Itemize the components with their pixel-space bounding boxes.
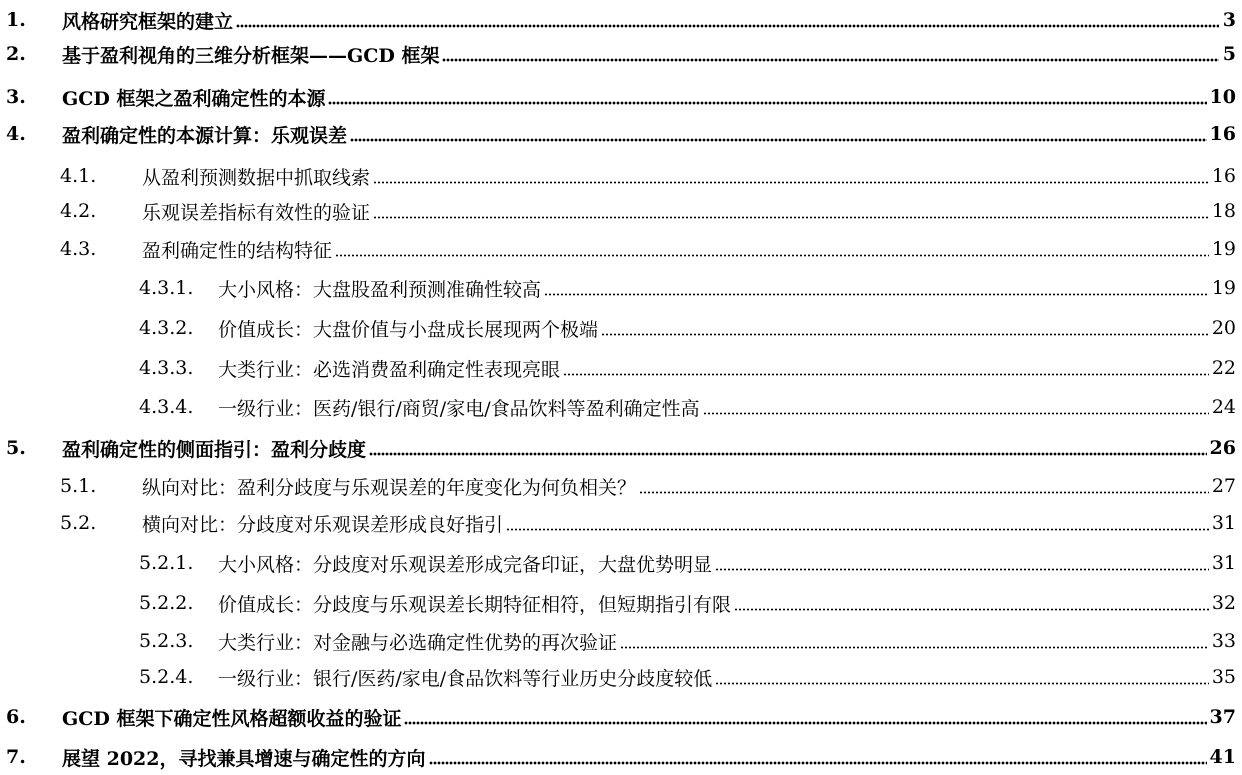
toc-entry-body (218, 660, 1236, 694)
toc-dot-leader (350, 133, 1207, 147)
toc-entry-page: 16 (1209, 123, 1236, 145)
toc-dot-leader (506, 522, 1209, 536)
toc-dot-leader (404, 716, 1206, 730)
toc-entry[interactable] (0, 586, 1242, 620)
toc-dot-leader (335, 248, 1209, 262)
toc-dot-leader (373, 210, 1209, 224)
toc-entry-title: GCD 框架之盈利确定性的本源 (62, 87, 326, 110)
toc-entry-title: 展望 2022，寻找兼具增速与确定性的方向 (62, 747, 426, 770)
toc-entry-page: 31 (1211, 552, 1236, 574)
toc-entry-title: 大类行业：对金融与必选确定性优势的再次验证 (218, 631, 618, 654)
toc-entry[interactable] (0, 546, 1242, 580)
toc-dot-leader (734, 602, 1209, 616)
toc-dot-leader (544, 287, 1209, 301)
toc-entry[interactable] (0, 624, 1242, 658)
toc-entry-number: 4.3.4. (139, 396, 194, 418)
toc-entry-number: 6. (6, 706, 26, 728)
toc-dot-leader (601, 327, 1209, 341)
toc-entry-body (218, 311, 1236, 345)
toc-entry-page: 41 (1209, 746, 1236, 768)
toc-dot-leader (715, 562, 1209, 576)
toc-entry-page: 3 (1222, 9, 1236, 31)
toc-entry-title: 大类行业：必选消费盈利确定性表现亮眼 (218, 358, 561, 381)
toc-entry[interactable] (0, 311, 1242, 345)
toc-entry[interactable] (0, 117, 1242, 151)
toc-entry-body (218, 390, 1236, 424)
toc-entry[interactable] (0, 37, 1242, 71)
toc-dot-leader (236, 19, 1219, 33)
toc-entry-body (218, 586, 1236, 620)
toc-entry-number: 5.1. (60, 475, 97, 497)
toc-entry[interactable] (0, 80, 1242, 114)
toc-entry-page: 19 (1211, 238, 1236, 260)
toc-entry-number: 4.3.1. (139, 277, 194, 299)
toc-entry-number: 5.2.2. (139, 592, 194, 614)
toc-dot-leader (563, 367, 1209, 381)
toc-entry-page: 32 (1211, 592, 1236, 614)
toc-entry-number: 1. (6, 9, 26, 31)
toc-entry[interactable] (0, 159, 1242, 193)
toc-entry-title: GCD 框架下确定性风格超额收益的验证 (62, 707, 402, 730)
toc-entry-number: 5.2. (60, 512, 97, 534)
toc-entry-body (218, 271, 1236, 305)
toc-entry-title: 价值成长：大盘价值与小盘成长展现两个极端 (218, 318, 599, 341)
toc-entry-page: 18 (1211, 200, 1236, 222)
toc-entry-body (142, 506, 1236, 540)
toc-dot-leader (620, 640, 1209, 654)
toc-entry-page: 22 (1211, 357, 1236, 379)
toc-entry-title: 盈利确定性的结构特征 (142, 239, 333, 262)
toc-entry[interactable] (0, 700, 1242, 734)
toc-entry-number: 4.3.3. (139, 357, 194, 379)
toc-dot-leader (328, 96, 1206, 110)
toc-entry-body (142, 232, 1236, 266)
toc-entry-title: 价值成长：分歧度与乐观误差长期特征相符，但短期指引有限 (218, 593, 732, 616)
toc-entry-number: 5. (6, 437, 26, 459)
toc-entry-number: 5.2.1. (139, 552, 194, 574)
toc-dot-leader (429, 756, 1207, 770)
toc-entry-number: 3. (6, 86, 26, 108)
toc-entry-number: 5.2.4. (139, 666, 194, 688)
toc-entry-title: 横向对比：分歧度对乐观误差形成良好指引 (142, 513, 504, 536)
toc-dot-leader (373, 175, 1209, 189)
toc-entry-body (62, 37, 1236, 71)
toc-entry-title: 盈利确定性的本源计算：乐观误差 (62, 124, 348, 147)
toc-entry-title: 乐观误差指标有效性的验证 (142, 201, 371, 224)
toc-dot-leader (639, 485, 1209, 499)
toc-entry-page: 20 (1211, 317, 1236, 339)
toc-entry-body (142, 469, 1236, 503)
toc-entry-page: 19 (1211, 277, 1236, 299)
toc-entry-number: 7. (6, 746, 26, 768)
toc-entry-body (218, 351, 1236, 385)
toc-entry-page: 24 (1211, 396, 1236, 418)
toc-entry-number: 2. (6, 43, 26, 65)
toc-entry-number: 4.3.2. (139, 317, 194, 339)
toc-entry[interactable] (0, 469, 1242, 503)
toc-entry-body (218, 624, 1236, 658)
toc-entry-title: 盈利确定性的侧面指引：盈利分歧度 (62, 438, 367, 461)
toc-entry[interactable] (0, 431, 1242, 465)
toc-entry-title: 一级行业：银行/医药/家电/食品饮料等行业历史分歧度较低 (218, 667, 713, 690)
toc-entry-number: 4.1. (60, 165, 97, 187)
toc-entry-title: 大小风格：大盘股盈利预测准确性较高 (218, 278, 542, 301)
toc-entry-title: 从盈利预测数据中抓取线索 (142, 166, 371, 189)
toc-entry[interactable] (0, 660, 1242, 694)
toc-entry-number: 4.3. (60, 238, 97, 260)
toc-dot-leader (442, 53, 1219, 67)
toc-entry-body (62, 3, 1236, 37)
toc-entry-page: 26 (1209, 437, 1236, 459)
toc-entry-title: 风格研究框架的建立 (62, 10, 234, 33)
toc-entry[interactable] (0, 194, 1242, 228)
toc-entry-title: 纵向对比：盈利分歧度与乐观误差的年度变化为何负相关？ (142, 476, 637, 499)
toc-entry-body (62, 431, 1236, 465)
toc-entry-body (62, 740, 1236, 774)
toc-entry-page: 5 (1222, 43, 1236, 65)
toc-entry-body (62, 117, 1236, 151)
toc-dot-leader (715, 676, 1209, 690)
toc-entry[interactable] (0, 390, 1242, 424)
toc-entry-number: 5.2.3. (139, 630, 194, 652)
toc-entry-page: 31 (1211, 512, 1236, 534)
toc-entry-page: 10 (1209, 86, 1236, 108)
toc-entry-page: 37 (1209, 706, 1236, 728)
toc-entry[interactable] (0, 3, 1242, 37)
toc-entry-body (62, 700, 1236, 734)
toc-entry[interactable] (0, 271, 1242, 305)
toc-entry-title: 一级行业：医药/银行/商贸/家电/食品饮料等盈利确定性高 (218, 397, 700, 420)
toc-entry-title: 大小风格：分歧度对乐观误差形成完备印证，大盘优势明显 (218, 553, 713, 576)
toc-entry[interactable] (0, 740, 1242, 774)
toc-entry-page: 33 (1211, 630, 1236, 652)
toc-entry-number: 4. (6, 123, 26, 145)
toc-entry-page: 35 (1211, 666, 1236, 688)
toc-dot-leader (703, 406, 1209, 420)
toc-entry-page: 16 (1211, 165, 1236, 187)
toc-entry[interactable] (0, 232, 1242, 266)
toc-entry-body (142, 194, 1236, 228)
toc-entry-title: 基于盈利视角的三维分析框架——GCD 框架 (62, 44, 440, 67)
toc-entry[interactable] (0, 351, 1242, 385)
toc-entry-body (62, 80, 1236, 114)
toc-dot-leader (369, 447, 1207, 461)
toc-entry-body (218, 546, 1236, 580)
toc-entry-page: 27 (1211, 475, 1236, 497)
toc-entry[interactable] (0, 506, 1242, 540)
toc-entry-body (142, 159, 1236, 193)
toc-entry-number: 4.2. (60, 200, 97, 222)
